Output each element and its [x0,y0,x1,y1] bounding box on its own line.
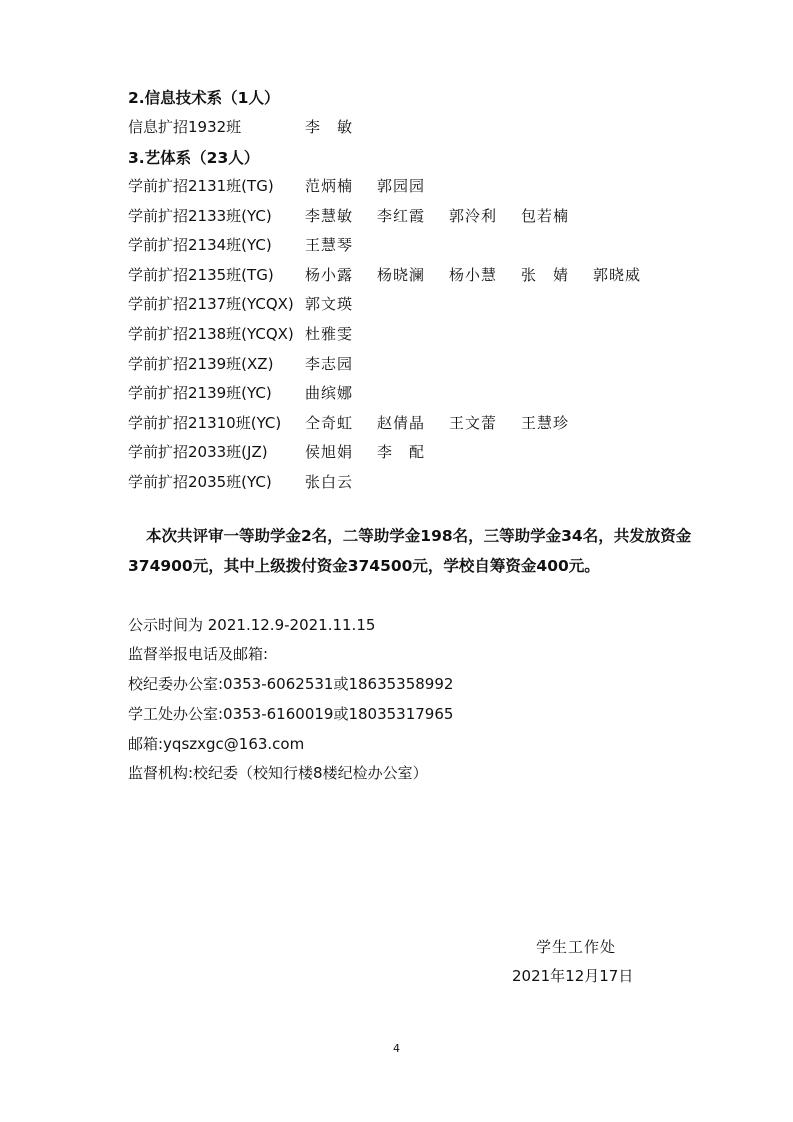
student-name: 仝奇虹 [305,414,354,432]
student-name: 曲缤娜 [305,384,354,402]
student-name: 李红霞 [377,207,426,225]
student-name: 侯旭娟 [305,443,354,461]
class-label: 学前扩招21310班(YC) [128,414,282,432]
student-name: 包若楠 [521,207,570,225]
student-name: 范炳楠 [305,177,354,195]
signature-dept: 学生工作处 [536,938,617,956]
student-name: 张 婧 [521,266,570,284]
student-name: 张白云 [305,473,354,491]
class-label: 信息扩招1932班 [128,118,242,136]
student-name: 郭文瑛 [305,295,354,313]
student-name: 杨小露 [305,266,354,284]
student-name: 杨晓澜 [377,266,426,284]
notice-period: 公示时间为 2021.12.9-2021.11.15 [128,616,376,634]
student-name: 李 配 [377,443,426,461]
notice-student-office: 学工处办公室:0353-6160019或18035317965 [128,705,454,723]
class-label: 学前扩招2139班(YC) [128,384,272,402]
student-name: 郭晓威 [593,266,642,284]
student-name: 杨小慧 [449,266,498,284]
page-number: 4 [393,1042,400,1055]
class-label: 学前扩招2133班(YC) [128,207,272,225]
student-name: 王慧琴 [305,236,354,254]
student-name: 王文蕾 [449,414,498,432]
student-name: 赵倩晶 [377,414,426,432]
notice-email: 邮箱:yqszxgc@163.com [128,735,305,753]
class-label: 学前扩招2139班(XZ) [128,355,274,373]
student-name: 李志园 [305,355,354,373]
student-name: 李慧敏 [305,207,354,225]
class-label: 学前扩招2138班(YCQX) [128,325,294,343]
student-name: 杜雅雯 [305,325,354,343]
student-name: 郭泠利 [449,207,498,225]
summary-line-1: 本次共评审一等助学金2名，二等助学金198名，三等助学金34名，共发放资金 [146,527,692,545]
student-name: 王慧珍 [521,414,570,432]
student-name: 李 敏 [305,118,354,136]
notice-supervise-title: 监督举报电话及邮箱: [128,645,269,663]
class-label: 学前扩招2134班(YC) [128,236,272,254]
section3-heading: 3.艺体系（23人） [128,149,260,167]
class-label: 学前扩招2035班(YC) [128,473,272,491]
notice-agency: 监督机构:校纪委（校知行楼8楼纪检办公室） [128,764,428,782]
class-label: 学前扩招2137班(YCQX) [128,295,294,313]
summary-line-2: 374900元，其中上级拨付资金374500元，学校自筹资金400元。 [128,557,600,575]
class-label: 学前扩招2033班(JZ) [128,443,268,461]
section2-heading: 2.信息技术系（1人） [128,89,280,107]
student-name: 郭园园 [377,177,426,195]
notice-discipline-office: 校纪委办公室:0353-6062531或18635358992 [128,675,454,693]
signature-date: 2021年12月17日 [512,967,634,985]
class-label: 学前扩招2131班(TG) [128,177,274,195]
class-label: 学前扩招2135班(TG) [128,266,274,284]
